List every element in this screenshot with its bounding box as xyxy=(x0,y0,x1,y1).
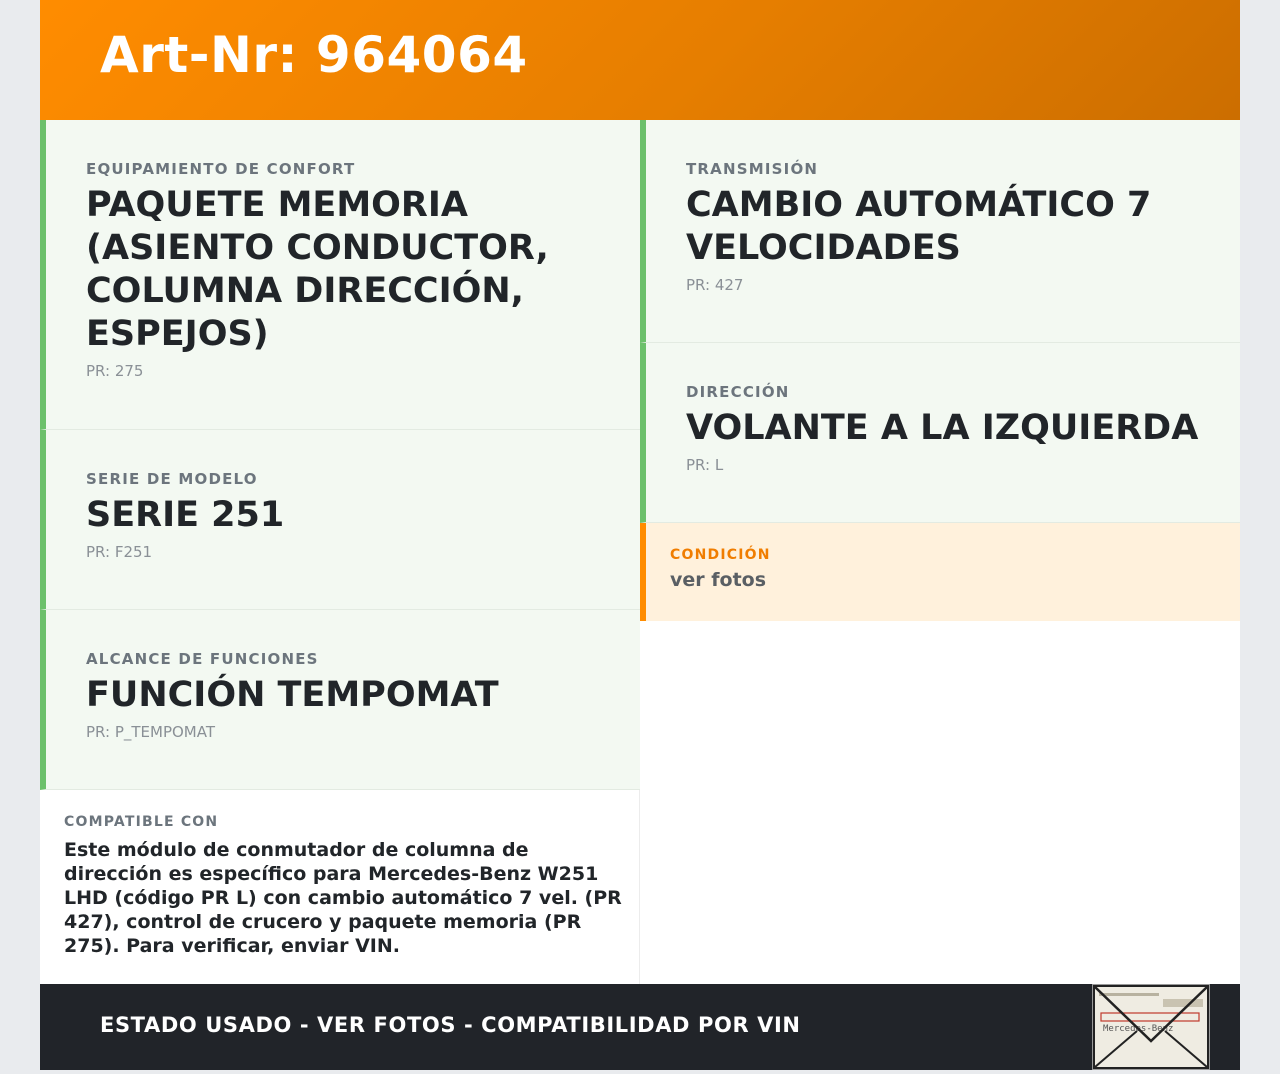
spec-comfort xyxy=(40,120,640,430)
spec-model-series xyxy=(40,430,640,610)
spec-column-right xyxy=(640,120,1240,621)
spec-pr-code: PR: 275 xyxy=(86,362,144,380)
spec-value: CAMBIO AUTOMÁTICO 7 VELOCIDADES xyxy=(686,185,1152,268)
header-bar xyxy=(40,0,1240,120)
spec-pr-code: PR: 427 xyxy=(686,276,744,294)
product-photo-thumbnail[interactable] xyxy=(1092,984,1210,1070)
envelope-photo-icon xyxy=(1093,985,1209,1069)
spec-steering xyxy=(640,343,1240,523)
spec-label: SERIE DE MODELO xyxy=(86,470,258,488)
spec-value: PAQUETE MEMORIA (ASIENTO CONDUCTOR, COLUMNA DIRECCIÓN, ESPEJOS) xyxy=(86,185,549,354)
thumbnail-brand-text: Mercedes-Benz xyxy=(1103,1024,1174,1034)
compatibility-section xyxy=(40,790,640,984)
spec-function-scope xyxy=(40,610,640,790)
spec-pr-code: PR: L xyxy=(686,456,724,474)
condition-label: CONDICIÓN xyxy=(670,547,771,563)
condition-box xyxy=(640,523,1240,621)
spec-transmission xyxy=(640,120,1240,343)
spec-label: ALCANCE DE FUNCIONES xyxy=(86,650,319,668)
article-number-title: Art-Nr: 964064 xyxy=(100,26,528,84)
spec-label: EQUIPAMIENTO DE CONFORT xyxy=(86,160,356,178)
spec-pr-code: PR: F251 xyxy=(86,543,153,561)
compatibility-text: Este módulo de conmutador de columna de dirección es específico para Mercedes-Benz W251 LHD (código PR L) con cambio automático 7 vel. (PR 427), control de crucero y paquete memoria (PR 275). Para verificar, enviar VIN. xyxy=(64,839,622,957)
condition-value: ver fotos xyxy=(670,569,767,591)
spec-label: TRANSMISIÓN xyxy=(686,160,819,178)
footer-bar xyxy=(40,984,1240,1070)
spec-value: FUNCIÓN TEMPOMAT xyxy=(86,675,499,715)
product-card xyxy=(40,0,1240,1070)
spec-label: DIRECCIÓN xyxy=(686,383,790,401)
spec-value: VOLANTE A LA IZQUIERDA xyxy=(686,408,1199,448)
footer-status-text: ESTADO USADO - VER FOTOS - COMPATIBILIDAD POR VIN xyxy=(100,1013,801,1037)
spec-value: SERIE 251 xyxy=(86,495,285,535)
spec-pr-code: PR: P_TEMPOMAT xyxy=(86,723,216,741)
spec-column-left xyxy=(40,120,640,984)
compatibility-label: COMPATIBLE CON xyxy=(64,814,219,830)
